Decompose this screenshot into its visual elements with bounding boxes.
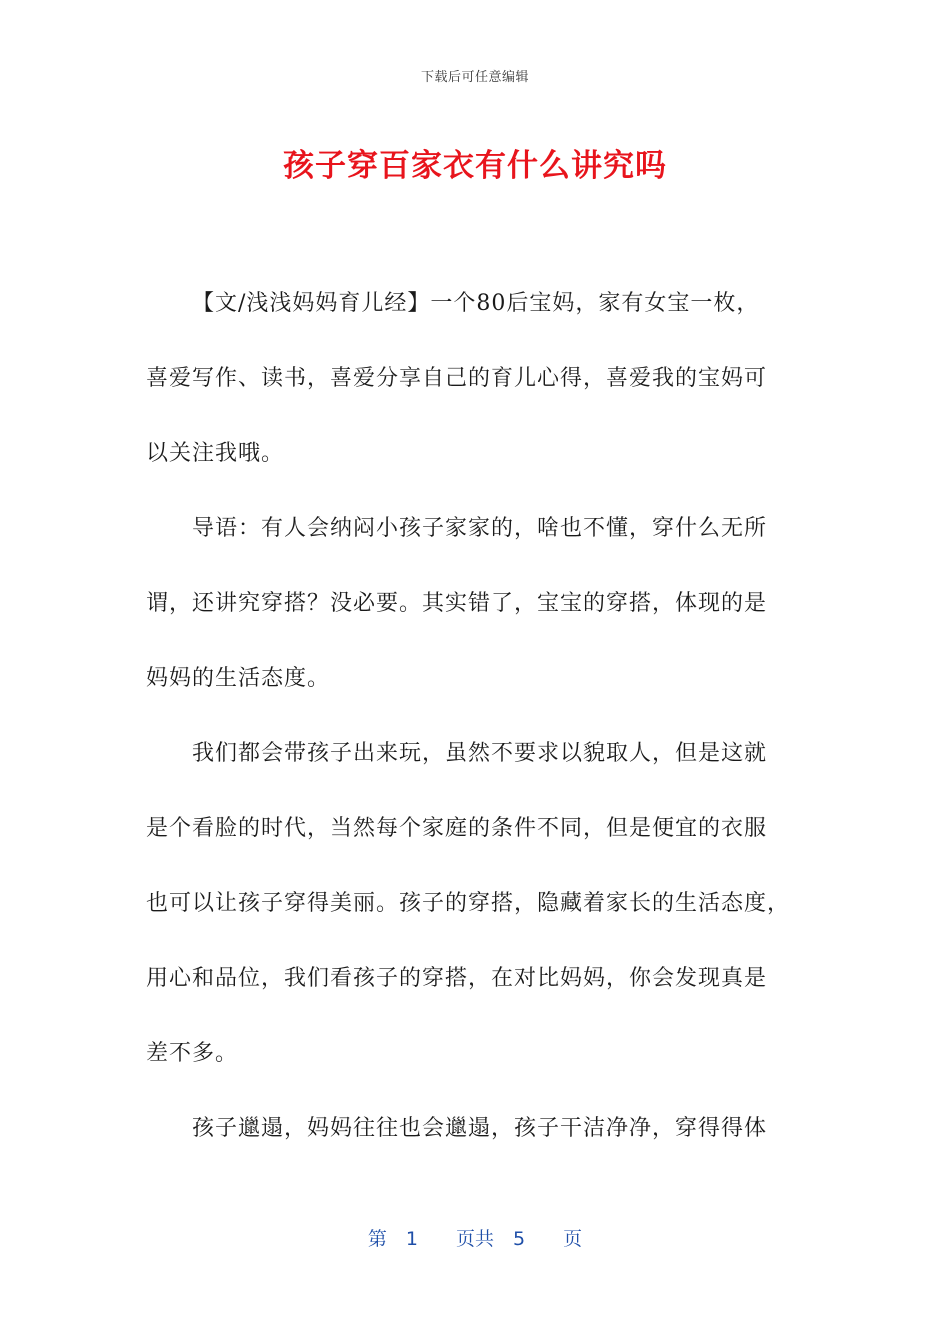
paragraph-1 bbox=[146, 266, 806, 491]
text-line: 导语：有人会纳闷小孩子家家的，啥也不懂，穿什么无所 bbox=[192, 516, 768, 541]
header-note: 下载后可任意编辑 bbox=[420, 70, 529, 85]
text-line: 用心和品位，我们看孩子的穿搭，在对比妈妈，你会发现真是 bbox=[146, 966, 768, 991]
text-line: 孩子邋遢，妈妈往往也会邋遢，孩子干洁净净，穿得得体 bbox=[192, 1116, 768, 1141]
document-body bbox=[146, 266, 806, 1166]
text-line: 是个看脸的时代，当然每个家庭的条件不同，但是便宜的衣服 bbox=[146, 816, 768, 841]
page-number-footer: 第 1 页共 5 页 bbox=[367, 1228, 583, 1250]
text-line: 我们都会带孩子出来玩，虽然不要求以貌取人，但是这就 bbox=[192, 741, 768, 766]
paragraph-2 bbox=[146, 491, 806, 716]
text-line: 喜爱写作、读书，喜爱分享自己的育儿心得，喜爱我的宝妈可 bbox=[146, 366, 768, 391]
text-line: 也可以让孩子穿得美丽。孩子的穿搭，隐藏着家长的生活态度， bbox=[146, 891, 791, 916]
paragraph-3 bbox=[146, 716, 806, 1091]
document-title: 孩子穿百家衣有什么讲究吗 bbox=[283, 148, 667, 184]
paragraph-4 bbox=[146, 1091, 806, 1166]
text-line: 差不多。 bbox=[146, 1041, 239, 1066]
text-line: 妈妈的生活态度。 bbox=[146, 666, 331, 691]
text-line: 谓，还讲究穿搭？没必要。其实错了，宝宝的穿搭，体现的是 bbox=[146, 591, 768, 616]
text-line: 【文/浅浅妈妈育儿经】一个80后宝妈，家有女宝一枚， bbox=[192, 291, 760, 316]
text-line: 以关注我哦。 bbox=[146, 441, 285, 466]
